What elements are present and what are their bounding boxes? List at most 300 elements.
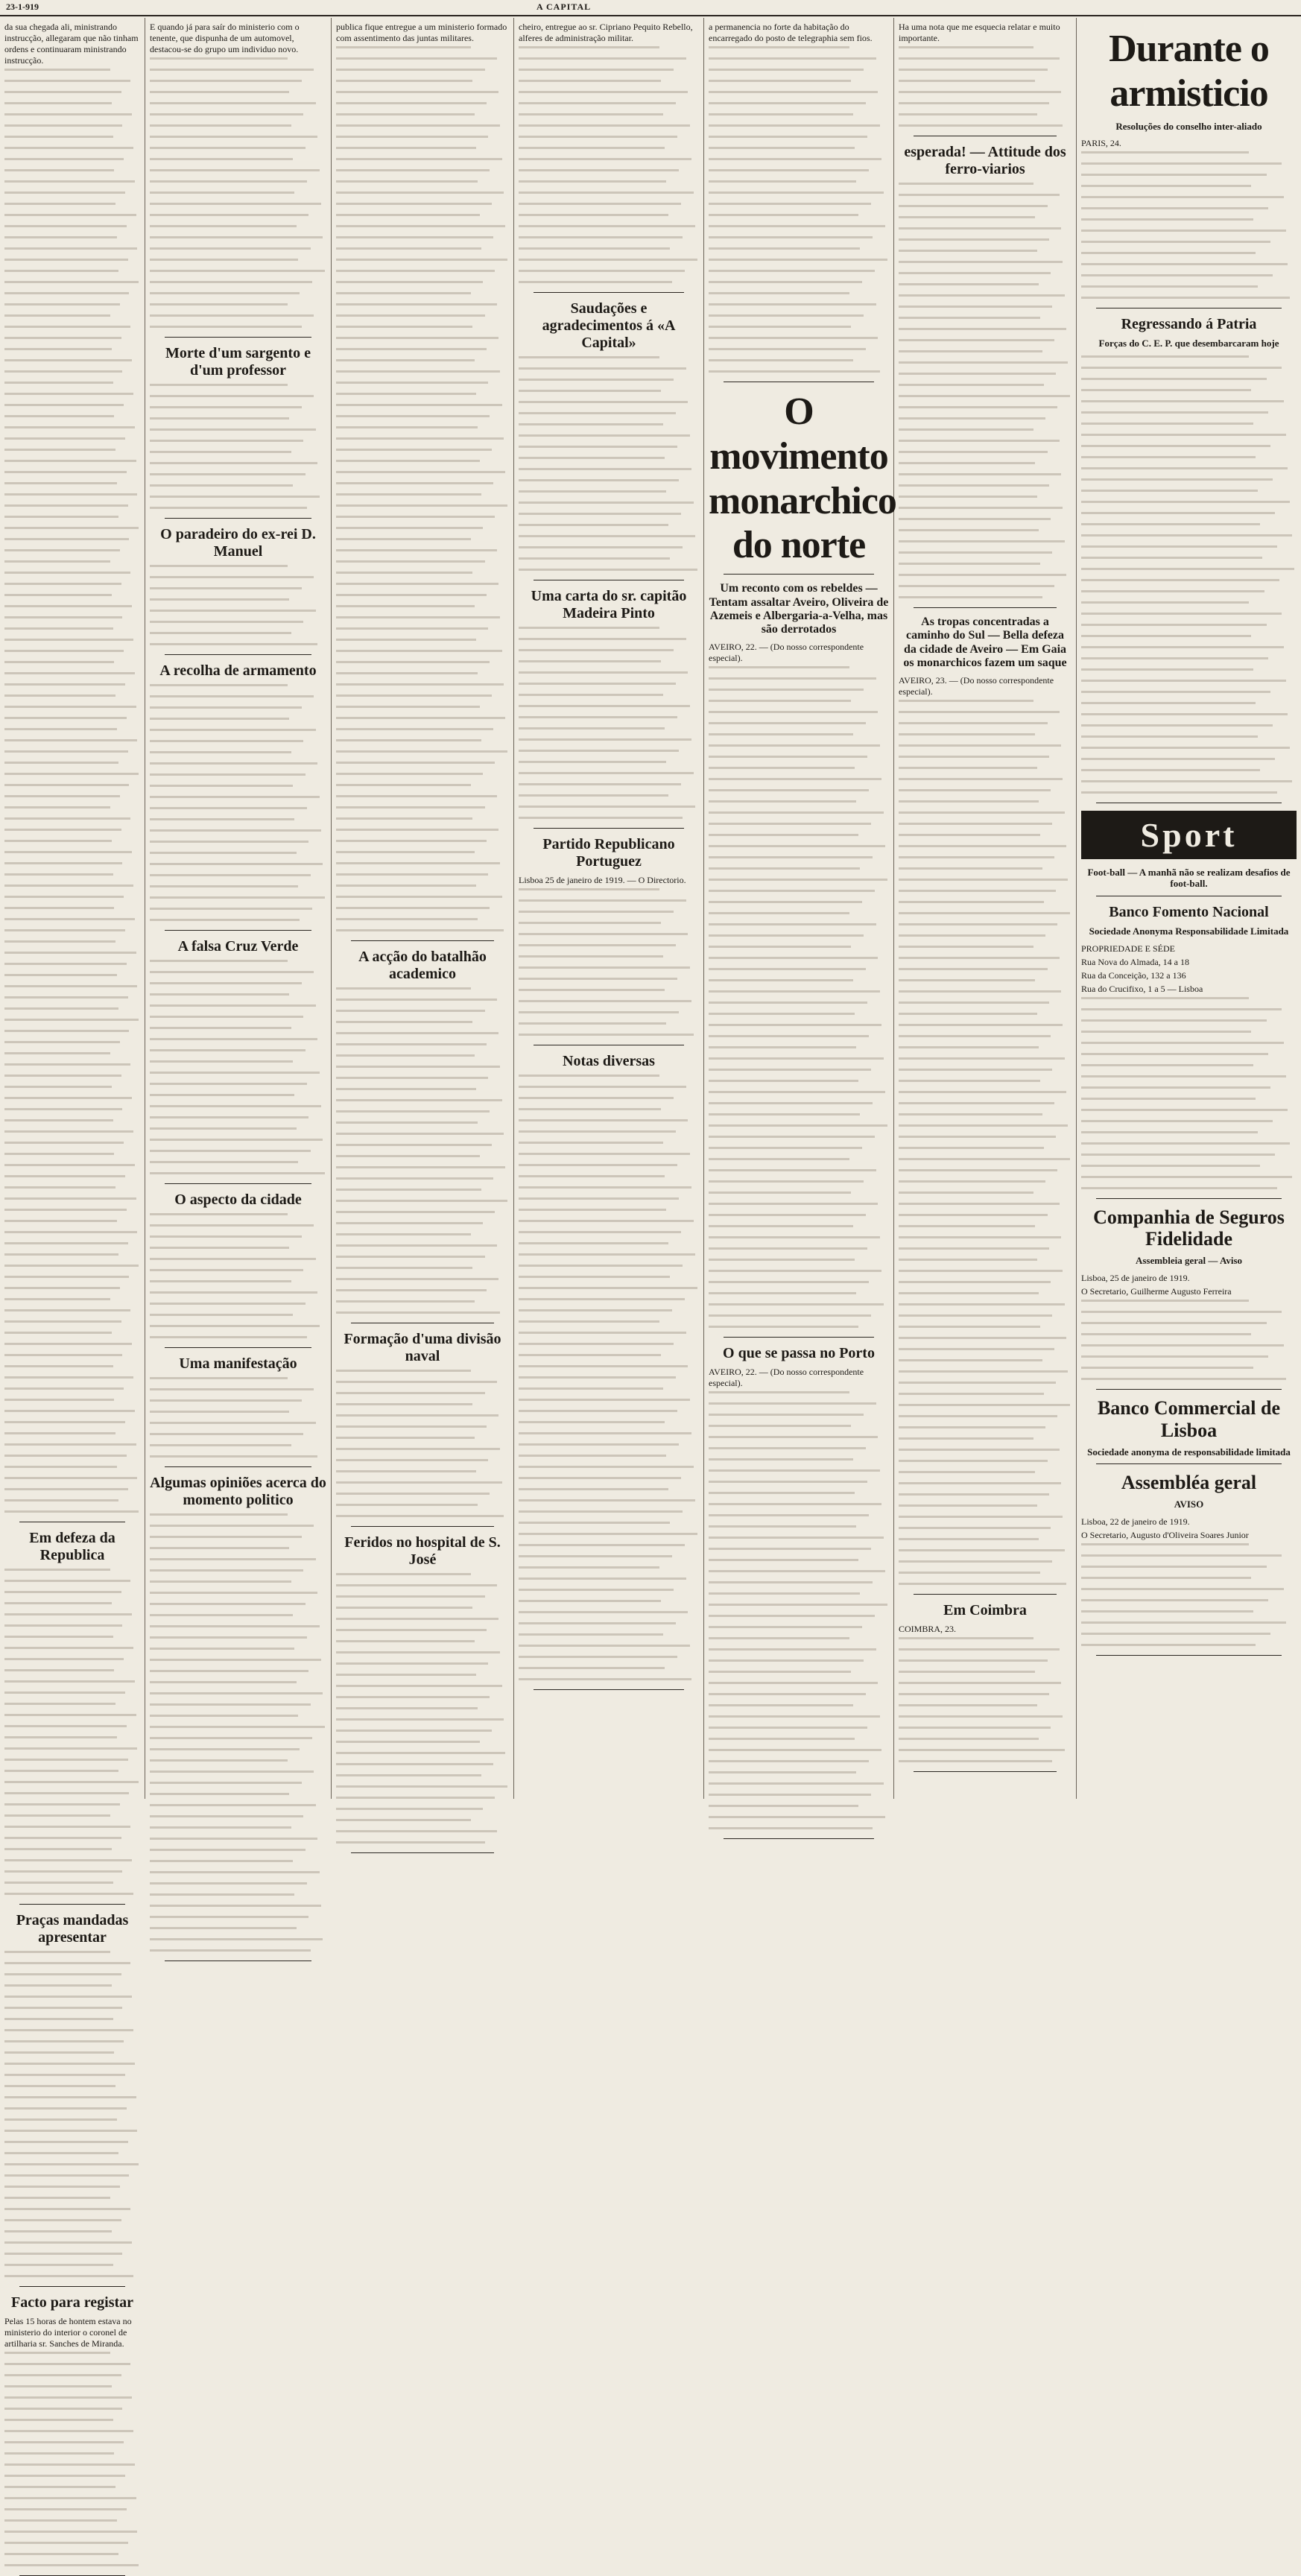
text-line-placeholder xyxy=(150,971,314,973)
text-line-placeholder xyxy=(899,428,1033,431)
text-line-placeholder xyxy=(709,1693,866,1695)
text-line-placeholder xyxy=(150,684,288,686)
text-line-placeholder xyxy=(709,57,876,60)
text-line-placeholder xyxy=(4,1692,125,1694)
text-line-placeholder xyxy=(150,1161,298,1163)
text-line-placeholder xyxy=(4,1052,110,1054)
text-line-placeholder xyxy=(519,1387,663,1390)
illegible-text-block xyxy=(1081,997,1297,1189)
text-line-placeholder xyxy=(336,192,504,194)
text-line-placeholder xyxy=(4,650,124,652)
text-line-placeholder xyxy=(519,1488,668,1490)
article-subhead: Assembleia geral — Aviso xyxy=(1135,1255,1243,1267)
text-line-placeholder xyxy=(899,1192,1033,1194)
text-line-placeholder xyxy=(336,1403,472,1405)
text-line-placeholder xyxy=(709,1169,876,1171)
text-line-placeholder xyxy=(150,1715,298,1717)
text-line-placeholder xyxy=(519,694,663,696)
text-line-placeholder xyxy=(336,1300,475,1303)
text-line-placeholder xyxy=(519,1220,694,1222)
text-line-placeholder xyxy=(709,778,881,780)
text-line-placeholder xyxy=(150,428,316,431)
text-line-placeholder xyxy=(336,1459,488,1461)
text-line-placeholder xyxy=(709,359,853,361)
text-line-placeholder xyxy=(709,236,873,238)
text-line-placeholder xyxy=(519,794,668,797)
article-section xyxy=(150,22,326,338)
article-paragraph: PARIS, 24. xyxy=(1081,138,1121,149)
text-line-placeholder xyxy=(899,283,1039,285)
text-line-placeholder xyxy=(519,660,661,662)
text-line-placeholder xyxy=(4,873,113,876)
text-line-placeholder xyxy=(899,80,1035,82)
text-line-placeholder xyxy=(336,1256,485,1258)
text-line-placeholder xyxy=(4,1466,117,1468)
text-line-placeholder xyxy=(899,238,1049,241)
text-line-placeholder xyxy=(4,527,139,529)
section-divider xyxy=(914,1771,1057,1772)
text-line-placeholder xyxy=(709,1604,887,1606)
text-line-placeholder xyxy=(899,946,1033,948)
text-line-placeholder xyxy=(336,1618,498,1620)
text-line-placeholder xyxy=(4,1343,132,1345)
text-line-placeholder xyxy=(4,1814,110,1817)
text-line-placeholder xyxy=(336,999,497,1001)
text-line-placeholder xyxy=(519,1667,665,1669)
text-line-placeholder xyxy=(336,616,500,618)
text-line-placeholder xyxy=(709,1158,849,1160)
text-line-placeholder xyxy=(336,1470,476,1472)
text-line-placeholder xyxy=(336,1481,502,1484)
text-line-placeholder xyxy=(4,102,112,104)
text-line-placeholder xyxy=(709,1682,878,1684)
text-line-placeholder xyxy=(1081,355,1249,358)
text-line-placeholder xyxy=(519,147,665,149)
text-line-placeholder xyxy=(709,1091,885,1093)
text-line-placeholder xyxy=(150,1213,288,1215)
text-line-placeholder xyxy=(709,1136,875,1138)
text-line-placeholder xyxy=(4,1996,132,1998)
text-line-placeholder xyxy=(709,1259,855,1261)
text-line-placeholder xyxy=(899,1382,1056,1384)
text-line-placeholder xyxy=(519,1276,670,1278)
text-line-placeholder xyxy=(336,1819,471,1821)
text-line-placeholder xyxy=(519,1376,676,1379)
text-line-placeholder xyxy=(899,317,1040,319)
text-line-placeholder xyxy=(899,800,1039,803)
text-line-placeholder xyxy=(899,102,1049,104)
illegible-text-block xyxy=(150,57,326,328)
text-line-placeholder xyxy=(4,840,112,842)
text-line-placeholder xyxy=(4,2018,113,2020)
text-line-placeholder xyxy=(4,404,124,406)
illegible-text-block xyxy=(4,1569,140,1895)
text-line-placeholder xyxy=(899,91,1061,93)
text-line-placeholder xyxy=(336,728,493,730)
text-line-placeholder xyxy=(150,1150,311,1152)
text-line-placeholder xyxy=(336,1211,495,1213)
text-line-placeholder xyxy=(709,1548,871,1550)
text-line-placeholder xyxy=(1081,378,1267,380)
text-line-placeholder xyxy=(709,979,853,981)
text-line-placeholder xyxy=(519,750,679,752)
text-line-placeholder xyxy=(899,1393,1044,1395)
text-line-placeholder xyxy=(519,490,666,493)
text-line-placeholder xyxy=(4,2275,133,2277)
text-line-placeholder xyxy=(4,1387,124,1390)
text-line-placeholder xyxy=(899,1727,1051,1729)
text-line-placeholder xyxy=(150,1116,308,1118)
text-line-placeholder xyxy=(899,1348,1054,1350)
text-line-placeholder xyxy=(709,1626,862,1628)
text-line-placeholder xyxy=(899,756,1049,758)
text-line-placeholder xyxy=(709,689,864,691)
text-line-placeholder xyxy=(150,587,302,589)
text-line-placeholder xyxy=(150,192,294,194)
text-line-placeholder xyxy=(899,1214,1048,1216)
text-line-placeholder xyxy=(709,1292,856,1294)
text-line-placeholder xyxy=(336,661,490,663)
text-line-placeholder xyxy=(709,337,878,339)
text-line-placeholder xyxy=(899,1527,1051,1529)
text-line-placeholder xyxy=(1081,1187,1277,1189)
text-line-placeholder xyxy=(4,1175,125,1177)
text-line-placeholder xyxy=(4,1186,115,1189)
text-line-placeholder xyxy=(150,169,320,171)
text-line-placeholder xyxy=(150,1826,291,1829)
text-line-placeholder xyxy=(4,1119,113,1121)
text-line-placeholder xyxy=(150,113,303,115)
text-line-placeholder xyxy=(4,2497,136,2499)
text-line-placeholder xyxy=(4,1220,117,1222)
text-line-placeholder xyxy=(336,1504,478,1506)
text-line-placeholder xyxy=(4,1007,118,1010)
text-line-placeholder xyxy=(899,1693,1049,1695)
text-line-placeholder xyxy=(709,1481,867,1483)
article-paragraph: Lisboa, 25 de janeiro de 1919. xyxy=(1081,1272,1190,1283)
text-line-placeholder xyxy=(150,1614,293,1616)
text-line-placeholder xyxy=(150,1455,317,1458)
text-line-placeholder xyxy=(4,1320,121,1323)
article-headline: Assembléa geral xyxy=(1121,1472,1257,1494)
text-line-placeholder xyxy=(709,1425,851,1427)
text-line-placeholder xyxy=(899,1024,1063,1026)
text-line-placeholder xyxy=(4,2152,118,2154)
text-line-placeholder xyxy=(519,1399,690,1401)
text-line-placeholder xyxy=(709,1281,869,1283)
text-line-placeholder xyxy=(519,367,686,370)
text-line-placeholder xyxy=(150,1027,291,1029)
text-line-placeholder xyxy=(899,294,1065,297)
text-line-placeholder xyxy=(4,1197,136,1200)
text-line-placeholder xyxy=(150,1291,317,1294)
text-line-placeholder xyxy=(336,1054,475,1057)
text-line-placeholder xyxy=(150,314,314,317)
text-line-placeholder xyxy=(336,57,497,60)
text-line-placeholder xyxy=(1081,601,1249,604)
text-line-placeholder xyxy=(899,1203,1060,1205)
text-line-placeholder xyxy=(709,901,862,903)
illegible-text-block xyxy=(150,684,326,921)
text-line-placeholder xyxy=(899,124,1063,127)
text-line-placeholder xyxy=(899,1270,1063,1272)
text-line-placeholder xyxy=(336,382,488,384)
article-headline: Banco Commercial de Lisboa xyxy=(1097,1396,1281,1441)
text-line-placeholder xyxy=(519,1175,665,1177)
text-line-placeholder xyxy=(899,778,1063,780)
text-line-placeholder xyxy=(709,214,858,216)
text-line-placeholder xyxy=(1081,185,1251,187)
text-line-placeholder xyxy=(4,918,135,920)
text-line-placeholder xyxy=(899,596,1042,598)
text-line-placeholder xyxy=(4,1747,137,1750)
text-line-placeholder xyxy=(4,259,128,261)
text-line-placeholder xyxy=(4,2007,122,2009)
text-line-placeholder xyxy=(709,1514,869,1516)
text-line-placeholder xyxy=(336,527,483,529)
text-line-placeholder xyxy=(4,1569,110,1571)
text-line-placeholder xyxy=(336,1841,485,1844)
text-line-placeholder xyxy=(336,482,493,484)
text-line-placeholder xyxy=(519,1533,697,1535)
text-line-placeholder xyxy=(336,493,481,496)
text-line-placeholder xyxy=(1081,1086,1270,1089)
text-line-placeholder xyxy=(150,1388,314,1390)
text-line-placeholder xyxy=(709,1581,873,1583)
text-line-placeholder xyxy=(4,1770,118,1772)
text-line-placeholder xyxy=(4,1108,122,1110)
text-line-placeholder xyxy=(336,840,487,842)
text-line-placeholder xyxy=(4,1309,130,1311)
text-line-placeholder xyxy=(1081,196,1284,198)
text-line-placeholder xyxy=(709,1782,884,1785)
text-line-placeholder xyxy=(899,1236,1061,1238)
text-line-placeholder xyxy=(150,69,314,71)
column-6 xyxy=(894,18,1077,1799)
text-line-placeholder xyxy=(519,457,665,459)
text-line-placeholder xyxy=(336,303,497,306)
text-line-placeholder xyxy=(899,261,1063,263)
article-section xyxy=(519,1053,699,1690)
text-line-placeholder xyxy=(519,1231,681,1233)
text-line-placeholder xyxy=(899,484,1049,487)
text-line-placeholder xyxy=(150,203,321,205)
text-line-placeholder xyxy=(709,811,884,814)
text-line-placeholder xyxy=(336,683,504,686)
illegible-text-block xyxy=(519,356,699,571)
text-line-placeholder xyxy=(4,247,137,250)
text-line-placeholder xyxy=(336,236,493,238)
text-line-placeholder xyxy=(4,214,136,216)
text-line-placeholder xyxy=(336,605,475,607)
text-line-placeholder xyxy=(519,1656,677,1658)
text-line-placeholder xyxy=(519,557,670,560)
text-line-placeholder xyxy=(519,627,659,629)
text-line-placeholder xyxy=(519,772,694,774)
text-line-placeholder xyxy=(899,451,1048,453)
text-line-placeholder xyxy=(899,250,1037,252)
article-section xyxy=(1081,811,1297,896)
section-divider xyxy=(19,1904,125,1905)
article-paragraph: Ha uma nota que me esquecia relatar e muito importante. xyxy=(899,22,1060,43)
text-line-placeholder xyxy=(150,1670,308,1672)
text-line-placeholder xyxy=(709,845,885,847)
text-line-placeholder xyxy=(336,136,488,138)
text-line-placeholder xyxy=(1081,1109,1288,1111)
text-line-placeholder xyxy=(150,1303,306,1305)
text-line-placeholder xyxy=(336,795,497,797)
text-line-placeholder xyxy=(709,923,876,925)
text-line-placeholder xyxy=(336,806,485,808)
article-section xyxy=(899,144,1071,608)
text-line-placeholder xyxy=(709,744,880,747)
text-line-placeholder xyxy=(899,1091,1066,1093)
text-line-placeholder xyxy=(899,1572,1040,1574)
text-line-placeholder xyxy=(336,538,471,540)
text-line-placeholder xyxy=(519,1119,688,1121)
article-headline: Em Coimbra xyxy=(943,1601,1027,1618)
text-line-placeholder xyxy=(150,1692,323,1694)
article-paragraph: AVEIRO, 23. — (Do nosso correspondente especial). xyxy=(899,674,1054,697)
text-line-placeholder xyxy=(4,2118,117,2121)
text-line-placeholder xyxy=(4,1086,112,1088)
text-line-placeholder xyxy=(709,136,867,138)
text-line-placeholder xyxy=(150,1625,320,1627)
text-line-placeholder xyxy=(709,1147,862,1149)
text-line-placeholder xyxy=(4,169,114,171)
article-headline: Uma carta do sr. capitão Madeira Pinto xyxy=(531,588,687,621)
text-line-placeholder xyxy=(336,225,505,227)
text-line-placeholder xyxy=(709,1391,849,1393)
text-line-placeholder xyxy=(150,1793,289,1795)
text-line-placeholder xyxy=(4,460,136,462)
text-line-placeholder xyxy=(709,1503,881,1505)
text-line-placeholder xyxy=(519,1432,691,1434)
text-line-placeholder xyxy=(336,1166,505,1168)
text-line-placeholder xyxy=(4,2074,125,2076)
text-line-placeholder xyxy=(709,326,851,328)
article-paragraph: PROPRIEDADE E SÉDE xyxy=(1081,943,1176,954)
text-line-placeholder xyxy=(150,621,303,623)
text-line-placeholder xyxy=(899,1449,1060,1451)
text-line-placeholder xyxy=(336,907,490,909)
text-line-placeholder xyxy=(4,91,121,93)
text-line-placeholder xyxy=(709,677,876,680)
text-line-placeholder xyxy=(336,1233,471,1235)
illegible-text-block xyxy=(519,46,699,283)
text-line-placeholder xyxy=(4,1680,135,1683)
text-line-placeholder xyxy=(4,2107,127,2110)
text-line-placeholder xyxy=(709,890,875,892)
text-line-placeholder xyxy=(4,996,128,999)
text-line-placeholder xyxy=(336,1448,500,1450)
text-line-placeholder xyxy=(150,818,294,820)
article-section xyxy=(4,22,140,1522)
text-line-placeholder xyxy=(519,546,683,548)
text-line-placeholder xyxy=(899,1013,1037,1015)
article-section xyxy=(4,2294,140,2576)
text-line-placeholder xyxy=(709,722,866,724)
text-line-placeholder xyxy=(1081,207,1268,209)
text-line-placeholder xyxy=(4,1759,128,1761)
article-section xyxy=(1081,1472,1297,1655)
text-line-placeholder xyxy=(709,711,878,713)
text-line-placeholder xyxy=(4,1624,122,1627)
text-line-placeholder xyxy=(336,1741,480,1743)
article-paragraph: COIMBRA, 23. xyxy=(899,1623,957,1634)
text-line-placeholder xyxy=(4,1164,135,1166)
text-line-placeholder xyxy=(4,1354,122,1356)
text-line-placeholder xyxy=(150,80,302,82)
text-line-placeholder xyxy=(519,944,676,946)
text-line-placeholder xyxy=(899,1671,1035,1673)
text-line-placeholder xyxy=(150,1737,312,1739)
text-line-placeholder xyxy=(1081,613,1282,615)
text-line-placeholder xyxy=(336,460,480,462)
text-line-placeholder xyxy=(336,1674,476,1676)
text-line-placeholder xyxy=(1081,691,1270,693)
text-line-placeholder xyxy=(709,1080,858,1082)
text-line-placeholder xyxy=(4,382,113,384)
text-line-placeholder xyxy=(1081,1322,1267,1324)
text-line-placeholder xyxy=(4,2029,133,2031)
text-line-placeholder xyxy=(899,1124,1068,1127)
text-line-placeholder xyxy=(150,91,289,93)
article-headline: A falsa Cruz Verde xyxy=(177,938,299,955)
text-line-placeholder xyxy=(899,57,1060,60)
text-line-placeholder xyxy=(709,303,876,306)
text-line-placeholder xyxy=(1081,230,1286,232)
text-line-placeholder xyxy=(899,700,1033,702)
text-line-placeholder xyxy=(1081,467,1288,469)
text-line-placeholder xyxy=(1081,1566,1267,1568)
column-7 xyxy=(1077,18,1301,1799)
text-line-placeholder xyxy=(4,1365,113,1367)
text-line-placeholder xyxy=(336,987,471,990)
text-line-placeholder xyxy=(150,1905,321,1907)
text-line-placeholder xyxy=(150,225,297,227)
text-line-placeholder xyxy=(519,479,679,481)
text-line-placeholder xyxy=(150,1105,321,1107)
text-line-placeholder xyxy=(519,1075,659,1077)
text-line-placeholder xyxy=(4,2486,115,2488)
text-line-placeholder xyxy=(150,1399,302,1402)
illegible-text-block xyxy=(150,565,326,645)
text-line-placeholder xyxy=(1081,1098,1256,1100)
text-line-placeholder xyxy=(150,1804,316,1806)
article-subhead: Foot-ball — A manhã não se realizam desafios de foot-ball. xyxy=(1087,866,1291,890)
text-line-placeholder xyxy=(709,834,858,836)
text-line-placeholder xyxy=(4,2363,130,2365)
text-line-placeholder xyxy=(899,867,1042,870)
illegible-text-block xyxy=(1081,151,1297,299)
text-line-placeholder xyxy=(4,739,137,741)
text-line-placeholder xyxy=(336,1121,478,1124)
article-paragraph: O Secretario, Augusto d'Oliveira Soares Junior xyxy=(1081,1529,1249,1540)
text-line-placeholder xyxy=(336,706,480,708)
text-line-placeholder xyxy=(150,1247,289,1249)
article-paragraph: publica fique entregue a um ministerio formado com assentimento das juntas militares. xyxy=(336,22,507,43)
text-line-placeholder xyxy=(519,1645,690,1647)
text-line-placeholder xyxy=(150,417,289,420)
text-line-placeholder xyxy=(4,728,117,730)
column-1 xyxy=(0,18,145,2349)
text-line-placeholder xyxy=(150,807,307,809)
text-line-placeholder xyxy=(150,1049,306,1051)
text-line-placeholder xyxy=(899,473,1061,475)
text-line-placeholder xyxy=(336,1662,488,1665)
text-line-placeholder xyxy=(4,2163,139,2165)
